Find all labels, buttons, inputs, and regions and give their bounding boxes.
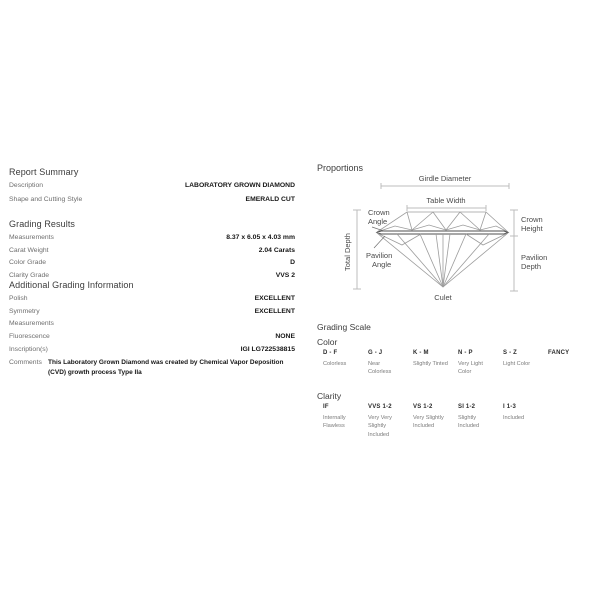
color-scale-heading: Color xyxy=(317,337,338,347)
row-value: EMERALD CUT xyxy=(245,195,295,203)
additional-grading-rows xyxy=(9,292,295,379)
total-depth-measure xyxy=(353,210,361,289)
scale-desc-line: Slightly xyxy=(458,414,477,421)
row-value: 2.04 Carats xyxy=(258,246,295,254)
report-row xyxy=(9,330,295,343)
table-width-label: Table Width xyxy=(426,196,466,205)
report-row xyxy=(9,343,295,356)
grading-scale-heading: Grading Scale xyxy=(317,322,371,332)
row-value: 8.37 x 6.05 x 4.03 mm xyxy=(226,233,295,241)
pavilion-depth-label: Depth xyxy=(521,262,542,271)
pavilion-facets xyxy=(377,233,508,287)
girdle-diameter-label: Girdle Diameter xyxy=(418,174,472,183)
report-row xyxy=(9,292,295,305)
crown-height-label: Crown xyxy=(521,215,543,224)
scale-desc xyxy=(368,414,413,440)
scale-range: SI 1-2 xyxy=(458,404,476,410)
scale-desc-line: Included xyxy=(458,423,480,430)
proportions-heading: Proportions xyxy=(317,163,364,173)
grading-results-rows xyxy=(9,231,295,282)
row-label: Measurements xyxy=(9,233,54,241)
scale-range: G - J xyxy=(368,350,383,356)
clarity-scale-column xyxy=(503,404,548,439)
pavilion-angle-label: Pavilion xyxy=(366,251,393,260)
scale-desc xyxy=(413,414,458,431)
clarity-scale-column xyxy=(323,404,368,439)
table-width-measure xyxy=(407,205,486,211)
scale-desc xyxy=(368,360,413,377)
row-label: Description xyxy=(9,182,43,190)
row-value: D xyxy=(290,259,295,267)
report-summary-rows xyxy=(9,179,295,206)
additional-grading-heading: Additional Grading Information xyxy=(9,280,134,290)
crown-facets xyxy=(377,212,508,232)
scale-desc-line: Included xyxy=(413,423,435,430)
row-value: EXCELLENT xyxy=(254,307,295,315)
clarity-scale-column xyxy=(413,404,458,439)
scale-desc xyxy=(458,414,503,431)
row-value: EXCELLENT xyxy=(254,294,295,302)
scale-desc-line: Internally xyxy=(323,414,346,421)
scale-desc xyxy=(323,360,368,369)
crown-height-label: Height xyxy=(521,224,543,233)
total-depth-label: Total Depth xyxy=(343,233,352,271)
report-row xyxy=(9,318,295,331)
clarity-scale xyxy=(323,404,548,439)
scale-range: I 1-3 xyxy=(503,404,517,410)
scale-desc-line: Included xyxy=(503,414,525,421)
scale-desc-line: Flawless xyxy=(323,423,345,430)
scale-desc-line: Very Light xyxy=(458,360,483,367)
pavilion-angle-label: Angle xyxy=(372,260,392,269)
girdle-outline xyxy=(377,231,508,234)
report-row xyxy=(9,305,295,318)
scale-range: N - P xyxy=(458,350,473,356)
row-label: Fluorescence xyxy=(9,333,50,341)
report-row xyxy=(9,244,295,257)
scale-range: VS 1-2 xyxy=(413,404,433,410)
scale-range: FANCY xyxy=(548,350,570,356)
scale-desc-line: Slightly Tinted xyxy=(413,360,448,367)
row-value: NONE xyxy=(275,333,295,341)
report-summary-heading: Report Summary xyxy=(9,167,79,177)
crown-height-pavilion-depth-measure xyxy=(510,210,518,291)
scale-range: IF xyxy=(323,404,329,410)
color-scale-column xyxy=(413,350,458,377)
row-label: Comments xyxy=(9,358,42,366)
row-value: VVS 2 xyxy=(275,272,295,280)
row-label: Clarity Grade xyxy=(9,272,50,280)
diamond-proportions-diagram xyxy=(330,160,600,310)
pavilion-depth-label: Pavilion xyxy=(521,253,548,262)
color-scale-column xyxy=(458,350,503,377)
row-value: LABORATORY GROWN DIAMOND xyxy=(184,182,295,190)
clarity-scale-heading: Clarity xyxy=(317,391,342,401)
color-scale-column xyxy=(548,350,593,377)
grading-results-heading: Grading Results xyxy=(9,219,76,229)
scale-desc-line: Very Slightly xyxy=(413,414,444,421)
row-value: IGI LG722538815 xyxy=(240,346,295,354)
clarity-scale-column xyxy=(368,404,413,439)
clarity-scale-column xyxy=(458,404,503,439)
girdle-diameter-measure xyxy=(381,183,509,189)
scale-desc-line: Color xyxy=(458,369,472,376)
color-scale-column xyxy=(503,350,548,377)
scale-desc xyxy=(323,414,368,431)
scale-desc-line: Colorless xyxy=(368,369,392,376)
color-scale-column xyxy=(368,350,413,377)
scale-desc-line: Near xyxy=(368,360,381,367)
scale-desc-line: Light Color xyxy=(503,360,531,367)
report-row xyxy=(9,179,295,193)
scale-desc xyxy=(458,360,503,377)
report-row xyxy=(9,193,295,207)
crown-angle-label: Angle xyxy=(368,217,388,226)
scale-range: VVS 1-2 xyxy=(368,404,392,410)
comments-row xyxy=(9,358,295,379)
row-label: Inscription(s) xyxy=(9,346,48,354)
scale-desc-line: Slightly xyxy=(368,423,387,430)
scale-range: D - F xyxy=(323,350,338,356)
scale-desc xyxy=(503,360,548,369)
row-label: Polish xyxy=(9,294,28,302)
scale-desc-line: Included xyxy=(368,431,390,438)
scale-range: K - M xyxy=(413,350,429,356)
report-row xyxy=(9,257,295,270)
culet-label: Culet xyxy=(434,293,452,302)
scale-desc-line: Colorless xyxy=(323,360,347,367)
crown-angle-label: Crown xyxy=(368,208,390,217)
row-label: Carat Weight xyxy=(9,246,49,254)
scale-desc-line: Very Very xyxy=(368,414,392,421)
comments-text: This Laboratory Grown Diamond was created by Chemical Vapor Deposition (CVD) growth process Type IIa xyxy=(48,358,284,377)
color-scale-column xyxy=(323,350,368,377)
row-label: Shape and Cutting Style xyxy=(9,195,83,203)
scale-desc xyxy=(503,414,548,423)
scale-range: S - Z xyxy=(503,350,517,356)
report-row xyxy=(9,231,295,244)
scale-desc xyxy=(413,360,458,369)
row-label: Symmetry xyxy=(9,307,40,315)
row-label: Measurements xyxy=(9,320,54,328)
row-label: Color Grade xyxy=(9,259,47,267)
color-scale xyxy=(323,350,593,377)
